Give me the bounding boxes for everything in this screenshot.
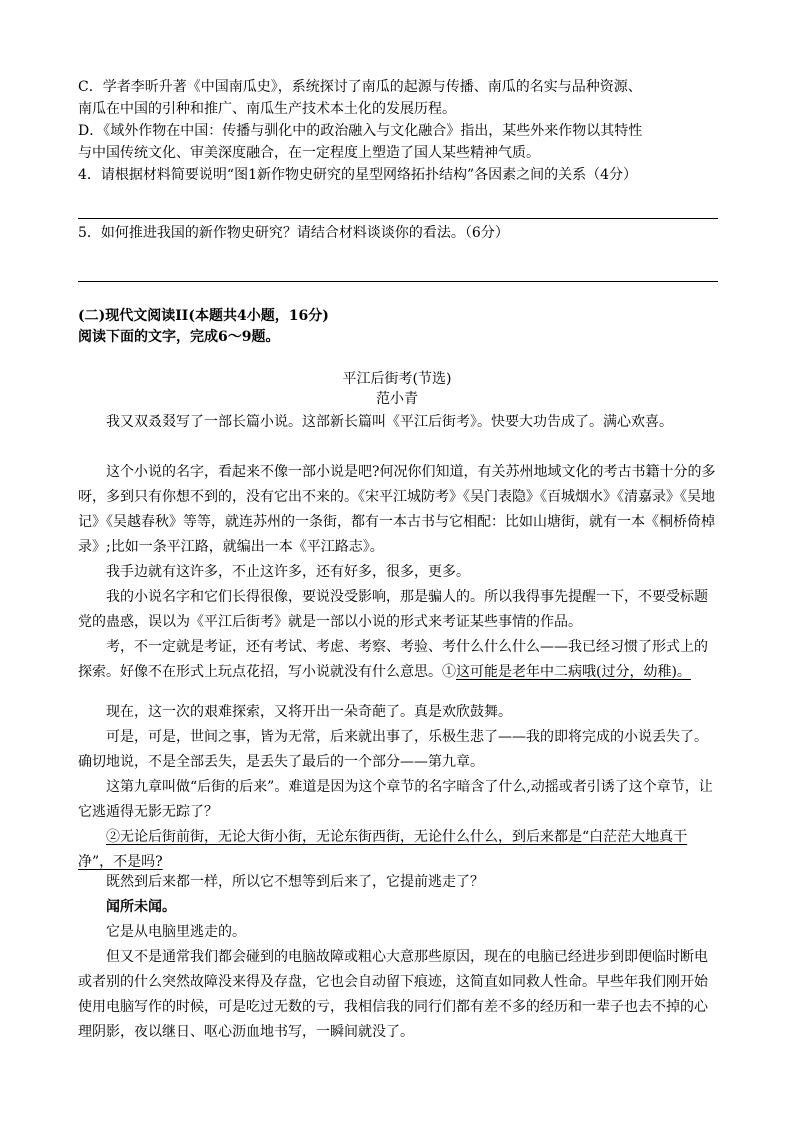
question-5: 5．如何推进我国的新作物史研究？请结合材料谈谈你的看法。（6分） [78,225,509,241]
paragraph-8: 这第九章叫做“后街的后来”。难道是因为这个章节的名字暗含了什么,动摇或者引诱了这个章节，让它逃遁得无影无踪了？ [78,779,713,820]
question-4: 4．请根据材料简要说明“图1新作物史研究的星型网络拓扑结构”各因素之间的关系（4分） [78,167,638,183]
option-d-line1: D．《域外作物在中国：传播与驯化中的政治融入与文化融合》指出，某些外来作物以其特性 [78,123,643,139]
paragraph-1: 我又双叒叕写了一部长篇小说。这部新长篇叫《平江后街考》。快要大功告成了。满心欢喜。 [106,414,673,430]
answer-line-q4[interactable] [78,218,718,219]
paragraph-5-text: 考，不一定就是考证，还有考试、考虑、考察、考验、考什么什么什么——我已经习惯了形式上的探索。好像不在形式上玩点花招，写小说就没有什么意思。① [78,639,708,680]
option-d-line2: 与中国传统文化、审美深度融合，在一定程度上塑造了国人某些精神气质。 [78,145,540,161]
paragraph-6: 现在，这一次的艰难探索，又将开出一朵奇葩了。真是欢欣鼓舞。 [106,704,512,720]
article-title: 平江后街考(节选) [342,371,452,387]
answer-line-q5[interactable] [78,281,718,282]
paragraph-11: 闻所未闻。 [106,899,176,915]
paragraph-5 [78,635,718,685]
paragraph-3: 我手边就有这许多，不止这许多，还有好多，很多，更多。 [106,564,470,580]
paragraph-10: 既然到后来都一样，所以它不想等到后来了，它提前逃走了？ [106,874,484,890]
paragraph-7: 可是，可是，世间之事，皆为无常，后来就出事了，乐极生悲了——我的即将完成的小说丢失了。确切地说，不是全部丢失，是丢失了最后的一个部分——第九章。 [78,729,708,770]
paragraph-4: 我的小说名字和它们长得很像，要说没受影响，那是骗人的。所以我得事先提醒一下，不要受标题党的蛊惑，误以为《平江后街考》就是一部以小说的形式来考证某些事情的作品。 [78,589,708,630]
section-instruction: 阅读下面的文字，完成6～9题。 [78,329,280,345]
underlined-sentence-1: 这可能是老年中二病哦(过分，幼稚)。 [456,664,691,680]
paragraph-9 [78,825,718,875]
option-c-line2: 南瓜在中国的引种和推广、南瓜生产技术本土化的发展历程。 [78,101,456,117]
underlined-sentence-2: ②无论后街前街，无论大街小街，无论东街西街，无论什么什么，到后来都是“白茫茫大地真干净”，不是吗? [78,829,688,870]
paragraph-2: 这个小说的名字，看起来不像一部小说是吧?何况你们知道，有关苏州地域文化的考古书籍十分的多呀，多到只有你想不到的，没有它出不来的。《宋平江城防考》《吴门表隐》《百城烟水》《清嘉录》《吴地记》《吴越春秋》等等，就连苏州的一条街，都有一本古书与它相配：比如山塘街，就有一本《桐桥倚棹录》;比如一条平江路，就编出一本《平江路志》。 [78,464,716,555]
article-author: 范小青 [376,391,418,407]
paragraph-13: 但又不是通常我们都会碰到的电脑故障或粗心大意那些原因，现在的电脑已经进步到即便临时断电或者别的什么突然故障没来得及存盘，它也会自动留下痕迹，这简直如同救人性命。早些年我们刚开始使用电脑写作的时候，可是吃过无数的亏，我相信我的同行们都有差不多的经历和一辈子也去不掉的心理阴影，夜以继日、呕心沥血地书写，一瞬间就没了。 [78,949,708,1040]
section-title: (二)现代文阅读II(本题共4小题，16分) [78,308,329,324]
paragraph-12: 它是从电脑里逃走的。 [106,924,246,940]
option-c-line1: C．学者李昕升著《中国南瓜史》，系统探讨了南瓜的起源与传播、南瓜的名实与品种资源、 [78,79,642,95]
